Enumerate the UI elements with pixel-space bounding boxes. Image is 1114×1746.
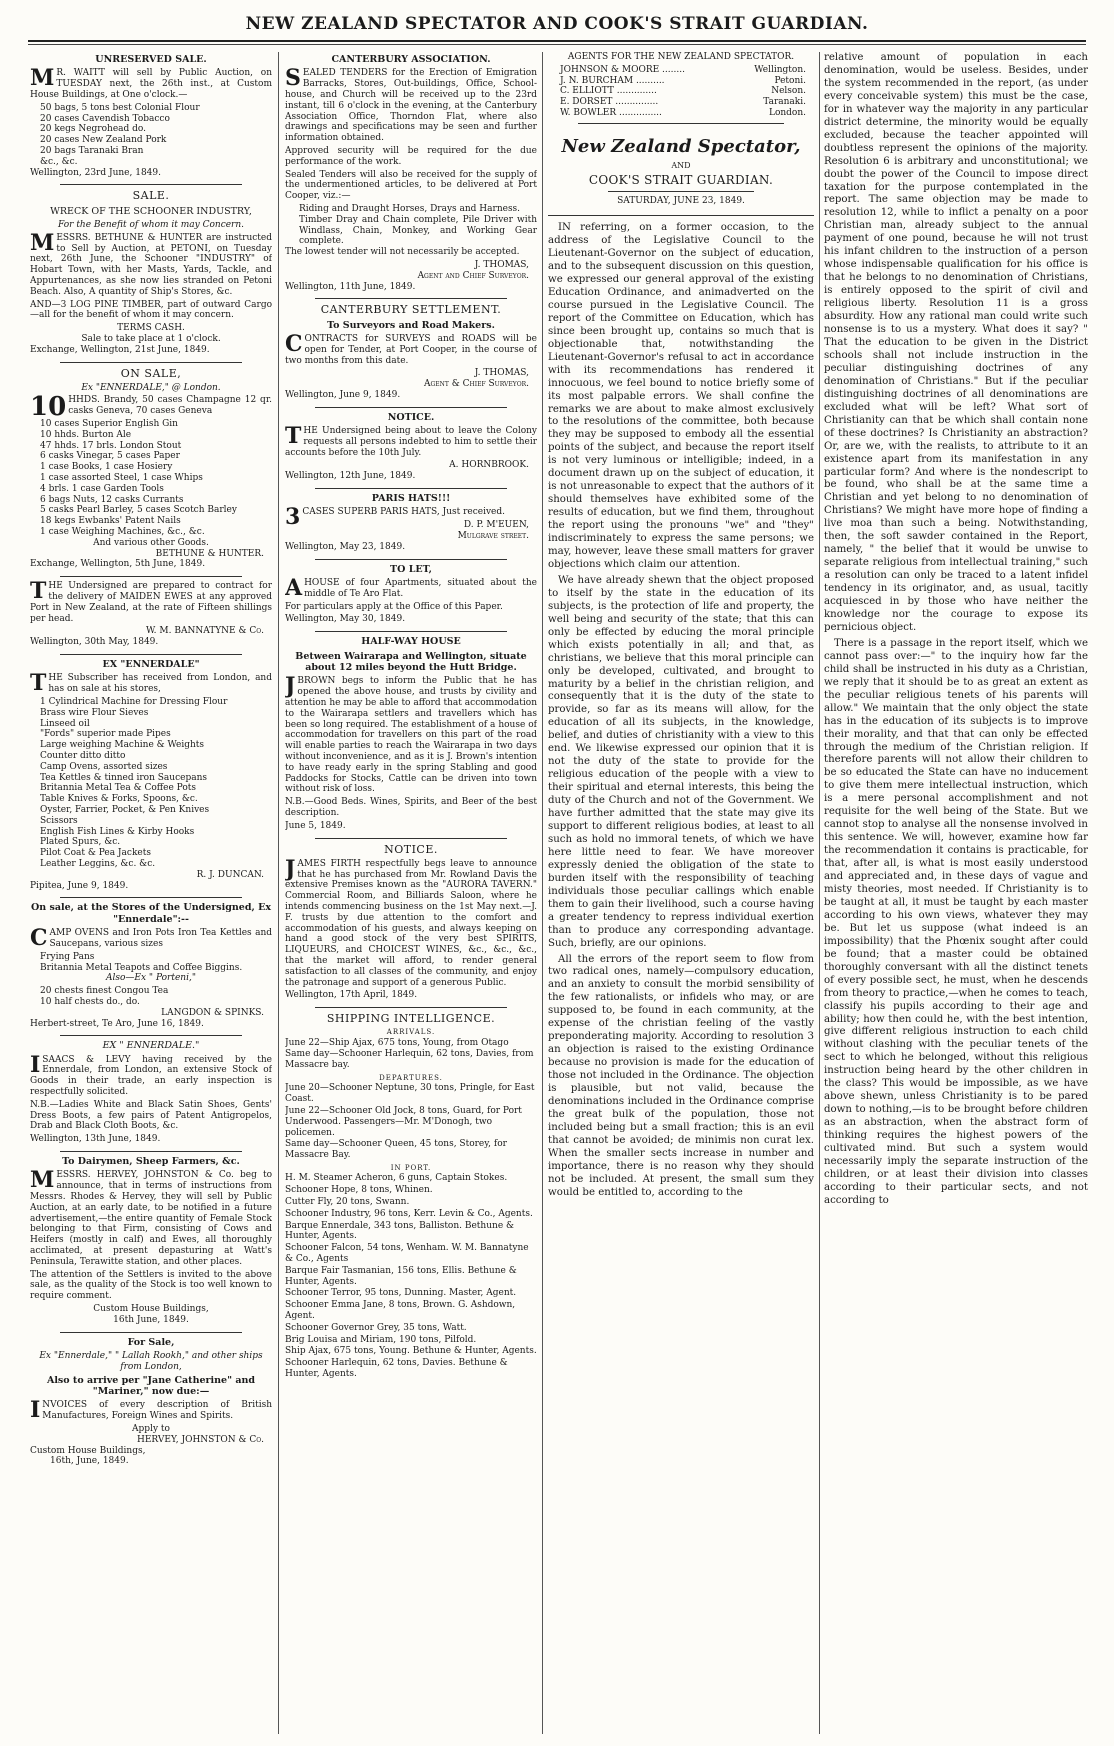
ad-signature: BETHUNE & HUNTER. (155, 548, 264, 559)
dropcap: M (30, 65, 55, 92)
ad-signature: Mulgrave street. (457, 531, 529, 542)
ad-item: 18 kegs Ewbanks' Patent Nails (40, 516, 181, 527)
ad-item: Camp Ovens, assorted sizes (40, 761, 168, 772)
ad-item: "Fords" superior made Pipes (40, 729, 171, 740)
ad-body: AMP OVENS and Iron Pots Iron Tea Kettles and Saucepans, various sizes (49, 928, 272, 949)
ad-for-sale (30, 1337, 272, 1468)
ad-body: The attention of the Settlers is invited to the above sale, as the quality of the Stock is too well known to require comment. (30, 1269, 272, 1302)
ad-divider (60, 1151, 242, 1152)
ad-date: Wellington, 17th April, 1849. (285, 990, 418, 1001)
shipping-entry: Schooner Emma Jane, 8 tons, Brown. G. Ashdown, Agent. (285, 1300, 516, 1321)
ad-to-let (285, 564, 537, 626)
shipping-entry: Cutter Fly, 20 tons, Swann. (285, 1197, 410, 1208)
editorial-paragraph: There is a passage in the report itself, which we cannot pass over:—" to the inquiry how far the child shall be instructed in his duty as a Christian, we reply that it should be to as great an extent as the peculiar religious tenets of his parents will allow." We maintain that the only object the state has in the education of its subjects is to improve their morality, and that that can only be effected through the medium of the Christian religion. If therefore parents will not allow their children to be so educated the State can have no inducement to give them mere intellectual instruction, which is a mere personal accomplishment and not requisite for the well being of the State. But we cannot stop to analyse all the nonsense involved in this sentence. We will, however, examine how far the recommendation it contains is practicable, for that, after all, is what is most easily understood and appreciated and, in these days of vague and misty theories, most needed. If Christianity is to be taught at all, it must be taught by each master according to his own views, whatever they may be. But let us suppose (what indeed is an impossibility) that the Phœnix sought after could be found; that a master could be obtained thoroughly conversant with all the distinct tenets of every possible sect, he must, when he descends from theory to practice,—when he comes to teach, classify his pupils according to their age and ability; how then could he, with the best intention, give different religious instruction to each child without clashing with the peculiar tenets of the sect to which he belonged, without this religious instruction being heard by the other children in the class? This would be impossible, as we have above shewn, unless Christianity is to be pared down to nothing,—is to be brought before children as an abstraction, when the abstract form of thinking requires the highest powers of the cultivated mind. But such a system would necessarily imply the separate instruction of the children, or at least their division into classes according to their particular sects, and not according to (824, 637, 1088, 1206)
ad-signature: HERVEY, JOHNSTON & Co. (137, 1434, 264, 1445)
ad-date: Wellington, 23rd June, 1849. (30, 167, 161, 178)
ad-item: 50 bags, 5 tons best Colonial Flour (40, 102, 200, 113)
ad-signature: Custom House Buildings, (30, 1445, 146, 1456)
ad-body: CASES SUPERB PARIS HATS, Just received. (302, 507, 506, 518)
ad-body: N.B.—Ladies White and Black Satin Shoes, Gents' Dress Boots, a few pairs of Patent Antigropelos, Drab and Black Cloth Boots, &c. (30, 1099, 272, 1132)
agent-place: Nelson. (771, 86, 806, 97)
ad-title: EX "ENNERDALE" (102, 659, 200, 671)
ad-title: For Sale, (127, 1336, 175, 1348)
ad-divider (60, 1332, 242, 1333)
column-divider (819, 52, 820, 1734)
ad-date: Wellington, May 23, 1849. (285, 541, 406, 552)
ad-divider (60, 184, 242, 185)
ad-title: CANTERBURY SETTLEMENT. (320, 303, 502, 317)
dropcap: 10 (30, 392, 67, 423)
ad-subtitle: Ex "ENNERDALE," @ London. (81, 382, 221, 393)
ad-signature: A. HORNBROOK. (449, 460, 529, 471)
ad-body: Approved security will be required for the due performance of the work. (285, 145, 537, 167)
ad-subtitle: Between Wairarapa and Wellington, situate about 12 miles beyond the Hutt Bridge. (295, 650, 527, 673)
ad-subtitle: Also—Ex " Porteni," (106, 973, 196, 984)
editorial-paragraph: We have already shewn that the object proposed to itself by the state in the education of its subjects, is the protection of life and property, the well being and security of the state; that this can only be effected by educing the moral principle which exists potentially in all; and that, as christians, we believe that this moral principle can only be developed, cultivated, and brought to maturity by a belief in the christian religion, and consequently that it is the duty of the state to provide, so far as its means will allow, for the education of all its subjects, in the knowledge, belief, and duties of christianity with a view to this end. We likewise expressed our opinion that it is not the duty of the state to provide for the religious education of the people with a view to their spiritual and eternal interests, this being the duty of the Church and not of the Government. We have further admitted that the state may give its support to different religious bodies, at least to all such as hold no immoral tenets, of which we have here little need to fear. We have moreover expressly denied the obligation of the state to burden itself with the responsibility of teaching individuals those peculiar callings which enable them to gain their livelihood, such a course having a greater tendency to repress individual exertion than to produce any corresponding advantage. Such, briefly, are our opinions. (548, 574, 814, 949)
dropcap: T (30, 670, 47, 697)
masthead-rule (28, 40, 1086, 42)
ad-title: CANTERBURY ASSOCIATION. (331, 54, 491, 65)
ad-item: 4 brls. 1 case Garden Tools (40, 483, 164, 494)
ad-signature: D. P. M'EUEN, (463, 520, 529, 531)
ad-title: SHIPPING INTELLIGENCE. (326, 1012, 496, 1026)
ad-body: HE Undersigned being about to leave the Colony requests all persons indebted to him to settle their accounts before the 10th July. (285, 426, 537, 458)
editorial-paragraph: All the errors of the report seem to flow from two radical ones, namely—compulsory education, and an anxiety to consult the morbid sensibility of the few rationalists, or infidels who may, or are supposed to, be found in each community, at the expense of the christian feeling of the vastly preponderating majority. According to resolution 3 an objection is raised to the existing Ordinance because no provision is made for the education of those not included in the Ordinance. The objection is plausible, but not valid, because the denominations included in the Ordinance comprise the great bulk of the population, those not included being but a small fraction; this is an evil that cannot be avoided; de minimis non curat lex. When the smaller sects increase in number and importance, there is no reason why they should not be included. At present, the small sum they would be entitled to, according to the (548, 953, 814, 1198)
ad-title: TO LET, (390, 563, 432, 575)
ad-signature: LANGDON & SPINKS. (161, 1007, 264, 1018)
ad-body: NVOICES of every description of British Manufactures, Foreign Wines and Spirits. (42, 1400, 272, 1422)
agent-name: J. N. BURCHAM .......... (560, 75, 665, 86)
ad-unreserved-sale (30, 54, 272, 178)
ad-body: R. WAITT will sell by Public Auction, on TUESDAY next, the 26th inst., at Custom House Buildings, at One o'clock.— (30, 68, 272, 100)
dropcap: C (285, 330, 303, 357)
ad-date: Wellington, 11th June, 1849. (285, 281, 416, 292)
agent-place: Taranaki. (763, 97, 806, 108)
ad-title: NOTICE. (384, 842, 438, 856)
editorial-paragraph: relative amount of population in each denomination, would be useless. Besides, under the system recommended in the report, (as under every conceivable system) this must be the case, for in whatever way the majority in any particular district determine, the minority would be equally excluded, because the teacher appointed will doubtless represent the opinions of the majority. Resolution 6 is arbitrary and unconstitutional; we doubt the power of the Council to impose direct taxation for the purpose contemplated in the report. The same objection may be made to resolution 12, while to inflict a penalty on a poor Christian man, already subject to the annual payment of one pound, because he will not trust his infant children to the instruction of a person whose indispensable qualification for his office is that he belongs to no denomination of Christians, is entirely opposed to the spirit of civil and religious liberty. Resolution 11 is a gross absurdity. How any rational man could write such nonsense is to us a mystery. What does it say? " That the education to be given in the District schools shall not include instruction in the peculiar distinguishing doctrines of any denomination of Christians." But if the peculiar distinguishing doctrines of all denominations are excluded what will be left? What sort of Christianity can that be which shall contain none of these doctrines? Is Christianity an abstraction? Or, are we, with the realists, to attribute to it an existence apart from its manifestation in any particular form? And where is the nondescript to be found, who shall be at the same time a Christian and yet belong to no denomination of Christians? We might have more hope of finding a live moa than such a being. Notwithstanding, then, the soft sawder contained in the Report, namely, " the belief that it would be unwise to separate religious from intellectual training," such a resolution can only be traced to a latent infidel tendency in its originator, and, as usual, tacitly acquiesced in by those who have neither the knowledge nor the courage to expose its pernicious object. (824, 52, 1088, 633)
shipping-entry: Schooner Hope, 8 tons, Whinen. (285, 1185, 433, 1196)
ad-item: English Fish Lines & Kirby Hooks (40, 826, 195, 837)
ad-body: HHDS. Brandy, 50 cases Champagne 12 qr. casks Geneva, 70 cases Geneva (68, 395, 272, 417)
ad-date: Wellington, May 30, 1849. (285, 614, 406, 625)
ad-item: 5 casks Pearl Barley, 5 cases Scotch Barley (40, 505, 237, 516)
ad-item: Counter ditto ditto (40, 750, 126, 761)
section-heading: ARRIVALS. (386, 1028, 436, 1037)
ad-stores-undersigned (30, 902, 272, 1029)
ad-title: SALE. (132, 189, 170, 203)
ad-item: 20 chests finest Congou Tea (40, 986, 169, 997)
paper-title: New Zealand Spectator, (561, 135, 801, 157)
dropcap: A (285, 575, 303, 602)
masthead: NEW ZEALAND SPECTATOR AND COOK'S STRAIT GUARDIAN. (245, 14, 869, 34)
agent-place: Wellington. (754, 64, 806, 75)
ad-body: Sealed Tenders will also be received for the supply of the undermentioned articles, to be delivered at Port Cooper, viz.:— (285, 169, 537, 202)
column-3 (548, 52, 814, 1738)
ad-divider (315, 1007, 507, 1008)
ad-body: BROWN begs to inform the Public that he has opened the above house, and trusts by civility and attention he may be able to afford that accommodation to the Wairarapa settlers and travellers which has been so long required. The establishment of a house of accommodation for travellers on this part of the road will enable parties to reach the Wairarapa in two days without inconvenience, and as it is J. Brown's intention to have ready early in the spring Stabling and good Paddocks for Stocks, Cattle can be driven into town without risk of loss. (285, 676, 537, 795)
dropcap: J (285, 673, 296, 700)
ad-date: Wellington, June 9, 1849. (285, 389, 401, 400)
dropcap: I (30, 1051, 41, 1078)
column-4 (824, 52, 1088, 1738)
agent-row (548, 76, 814, 87)
ad-subtitle: Ex "Ennerdale," " Lallah Rookh," and other ships from London, (39, 1351, 263, 1372)
ad-date: 16th June, 1849. (113, 1314, 189, 1325)
dropcap: S (285, 65, 301, 92)
ad-item: Britannia Metal Teapots and Coffee Biggins. (40, 962, 243, 973)
ad-date: Wellington, 30th May, 1849. (30, 637, 159, 648)
dropcap: M (30, 1167, 55, 1194)
ad-terms: TERMS CASH. (117, 323, 185, 334)
ad-divider (60, 1035, 242, 1036)
ad-date: Herbert-street, Te Aro, June 16, 1849. (30, 1018, 204, 1029)
agent-name: C. ELLIOTT .............. (560, 86, 657, 97)
ad-body: N.B.—Good Beds. Wines, Spirits, and Beer of the best description. (285, 797, 537, 818)
ad-item: Pilot Coat & Pea Jackets (40, 848, 151, 859)
shipping-entry: H. M. Steamer Acheron, 6 guns, Captain Stokes. (285, 1173, 508, 1184)
ad-divider (315, 631, 507, 632)
ad-item: 1 Cylindrical Machine for Dressing Flour (40, 697, 228, 707)
ad-subtitle: For the Benefit of whom it may Concern. (57, 219, 245, 230)
ad-apply: Apply to (132, 1423, 170, 1434)
ad-body: SAACS & LEVY having received by the Ennerdale, from London, an extensive Stock of Goods in their trade, an early inspection is respectfully solicited. (30, 1054, 272, 1098)
section-heading: IN PORT. (390, 1164, 432, 1173)
ad-body: ONTRACTS for SURVEYS and ROADS will be open for Tender, at Port Cooper, in the course of two months from this date. (285, 333, 537, 366)
ad-divider (315, 559, 507, 560)
agent-place: London. (768, 107, 806, 118)
ad-divider (315, 488, 507, 489)
ad-title: UNRESERVED SALE. (95, 54, 207, 65)
ad-item: Large weighing Machine & Weights (40, 740, 205, 751)
ad-dairymen (30, 1156, 272, 1326)
ad-item: Frying Pans (40, 951, 95, 962)
ad-body: The lowest tender will not necessarily be accepted. (285, 247, 520, 258)
ad-item: Tea Kettles & tinned iron Saucepans (40, 772, 207, 783)
masthead-rule-thin (28, 44, 1086, 45)
ad-body: ESSRS. HERVEY, JOHNSTON & Co. beg to announce, that in terms of instructions from Messrs. Rhodes & Hervey, they will sell by Public Auction, at an early date, to be notified in a future advertisement,—the entire quantity of Female Stock belonging to that Firm, consisting of Cows and Heifers (mostly in calf) and Ewes, all thoroughly acclimated, at present depasturing at Watt's Peninsula, Terawitte station, and other places. (30, 1170, 272, 1267)
shipping-intelligence (285, 1012, 537, 1380)
ad-subtitle: Also to arrive per "Jane Catherine" and "Mariner," now due:— (46, 1374, 256, 1397)
agents-list (548, 52, 814, 119)
dropcap: M (30, 229, 55, 256)
editorial-text (548, 222, 814, 1199)
ad-title: ON SALE, (120, 366, 182, 380)
ad-date: Wellington, 12th June, 1849. (285, 471, 416, 482)
ad-half-way-house (285, 636, 537, 831)
shipping-entry: Schooner Falcon, 54 tons, Wenham. W. M. Bannatyne & Co., Agents (285, 1243, 529, 1264)
ad-signature: Custom House Buildings, (93, 1304, 209, 1315)
shipping-entry: Ship Ajax, 675 tons, Young. Bethune & Hunter, Agents. (285, 1346, 537, 1357)
ad-item: Britannia Metal Tea & Coffee Pots (40, 783, 197, 794)
ad-date: June 5, 1849. (285, 820, 346, 831)
ad-item: Plated Spurs, &c. (40, 837, 121, 848)
ad-title: PARIS HATS!!! (371, 493, 451, 505)
ad-date: Exchange, Wellington, 5th June, 1849. (30, 559, 206, 570)
agent-row (548, 97, 814, 108)
ad-item: Riding and Draught Horses, Drays and Harness. (299, 203, 521, 214)
ad-divider (60, 897, 242, 898)
ad-subtitle: WRECK OF THE SCHOONER INDUSTRY, (50, 205, 252, 217)
column-2 (285, 52, 537, 1738)
ad-paris-hats (285, 493, 537, 553)
ad-body: AND—3 LOG PINE TIMBER, part of outward Cargo—all for the benefit of whom it may concern. (30, 299, 272, 321)
paper-and: AND (671, 161, 691, 171)
ad-body: HE Subscriber has received from London, and has on sale at his stores, (48, 673, 272, 695)
ad-title: To Dairymen, Sheep Farmers, &c. (62, 1156, 240, 1168)
shipping-entry: June 22—Schooner Old Jock, 8 tons, Guard, for Port Underwood. Passengers—Mr. M'Donogh, two policemen. (285, 1106, 522, 1138)
ad-item: 6 casks Vinegar, 5 cases Paper (40, 451, 180, 462)
ad-isaacs-levy (30, 1040, 272, 1145)
ad-body: AMES FIRTH respectfully begs leave to announce that he has purchased from Mr. Rowland Davis the extensive Premises known as the "AURORA TAVERN." Commercial Room, and Billiards Saloon, where he intends commencing business on the 1st May next.—J. F. trusts by due attention to the comfort and accommodation of his guests, and always keeping on hand a good stock of the very best SPIRITS, LIQUEURS, and CHOICEST WINES, &c., &c., &c., that the market will afford, to render general satisfaction to all classes of the community, and enjoy the patronage and support of a generous Public. (285, 858, 537, 988)
shipping-entry: Barque Fair Tasmanian, 156 tons, Ellis. Bethune & Hunter, Agents. (285, 1265, 517, 1287)
ad-notice-firth (285, 843, 537, 1002)
ad-signature: J. THOMAS, (474, 368, 529, 379)
agent-name: E. DORSET ............... (560, 97, 659, 108)
ad-on-sale (30, 367, 272, 571)
ad-canterbury-settlement (285, 303, 537, 400)
ad-item: 20 bags Taranaki Bran (40, 145, 144, 156)
ad-divider (60, 362, 242, 363)
shipping-entry: Same day—Schooner Queen, 45 tons, Storey, for Massacre Bay. (285, 1139, 507, 1161)
ad-date: 16th, June, 1849. (50, 1456, 129, 1467)
shipping-entry: Schooner Harlequin, 62 tons, Davies. Bethune & Hunter, Agents. (285, 1358, 508, 1379)
ad-title: On sale, at the Stores of the Undersigned, Ex "Ennerdale":-- (30, 902, 272, 925)
agents-heading: AGENTS FOR THE NEW ZEALAND SPECTATOR. (567, 52, 795, 62)
ad-item: 10 cases Superior English Gin (40, 419, 178, 430)
ad-canterbury-association (285, 54, 537, 292)
ad-sale-wreck (30, 189, 272, 355)
ad-item: 6 bags Nuts, 12 casks Currants (40, 494, 184, 505)
ad-item: Table Knives & Forks, Spoons, &c. (40, 794, 198, 805)
dropcap: J (285, 855, 296, 882)
ad-date: Exchange, Wellington, 21st June, 1849. (30, 344, 210, 355)
ad-item: 20 cases Cavendish Tobacco (40, 113, 170, 124)
ad-divider (60, 654, 242, 655)
section-divider (608, 191, 754, 192)
agent-name: JOHNSON & MOORE ........ (560, 64, 685, 75)
ad-item: 1 case assorted Steel, 1 case Whips (40, 473, 203, 484)
dropcap: 3 (285, 504, 301, 531)
column-divider (542, 52, 543, 1734)
section-divider (548, 215, 814, 216)
shipping-entry: June 20—Schooner Neptune, 30 tons, Pringle, for East Coast. (285, 1083, 535, 1105)
ad-divider (315, 407, 507, 408)
shipping-entry: Same day—Schooner Harlequin, 62 tons, Davies, from Massacre bay. (285, 1049, 534, 1071)
agent-row (548, 108, 814, 119)
dropcap: C (30, 925, 48, 952)
paper-date: SATURDAY, JUNE 23, 1849. (617, 196, 745, 207)
dropcap: T (285, 423, 302, 450)
ad-title: HALF-WAY HOUSE (361, 636, 461, 648)
ad-date: Wellington, 13th June, 1849. (30, 1134, 161, 1145)
shipping-entry: Schooner Industry, 96 tons, Kerr. Levin & Co., Agents. (285, 1208, 533, 1219)
ad-date: Pipitea, June 9, 1849. (30, 880, 129, 891)
ad-body: EALED TENDERS for the Erection of Emigration Barracks, Stores, Out-buildings, Office, School-house, and Church will be received up to the 23rd instant, till 6 o'clock in the evening, at the Canterbury Association Office, Thorndon Flat, where also drawings and specifications may be seen and further information obtained. (285, 68, 537, 144)
paper-subtitle: COOK'S STRAIT GUARDIAN. (588, 172, 774, 187)
ad-item: Leather Leggins, &c. &c. (40, 858, 156, 869)
ad-item: 10 hhds. Burton Ale (40, 429, 132, 440)
ad-divider (315, 298, 507, 299)
ad-ennerdale-duncan (30, 659, 272, 891)
ad-body: HOUSE of four Apartments, situated about the middle of Te Aro Flat. (304, 578, 537, 599)
agent-row (548, 65, 814, 76)
dropcap: T (30, 578, 47, 605)
ad-item: 1 case Books, 1 case Hosiery (40, 462, 173, 473)
agent-row (548, 86, 814, 97)
editorial-text-continued (824, 52, 1088, 1208)
ad-signature: Agent and Chief Surveyor. (417, 270, 529, 281)
ad-item: Scissors (40, 815, 78, 826)
ad-item: Timber Dray and Chain complete, Pile Driver with Windlass, Chain, Monkey, and Working Gear complete. (299, 214, 537, 247)
shipping-entry: June 22—Ship Ajax, 675 tons, Young, from Otago (285, 1037, 509, 1048)
ad-title: NOTICE. (387, 411, 435, 423)
ad-subtitle: To Surveyors and Road Makers. (327, 319, 495, 331)
ad-body: ESSRS. BETHUNE & HUNTER are instructed to Sell by Auction, at PETONI, on Tuesday next, 26th June, the Schooner "INDUSTRY" of Hobart Town, with her Masts, Yards, Tackle, and Appurtenances, as she now lies stranded on Petoni Beach. Also, A quantity of Ship's Stores, &c. (30, 232, 272, 297)
ad-item: 20 kegs Negrohead do. (40, 124, 147, 135)
ad-signature: J. THOMAS, (474, 259, 529, 270)
ad-signature: W. M. BANNATYNE & Co. (146, 626, 264, 637)
ad-signature: R. J. DUNCAN. (196, 869, 264, 880)
ad-notice-hornbrook (285, 412, 537, 482)
column-divider (278, 52, 279, 1734)
ad-body: HE Undersigned are prepared to contract for the delivery of MAIDEN EWES at any approved Port in New Zealand, at the rate of Fifteen shillings per head. (30, 581, 272, 624)
column-1 (30, 52, 272, 1738)
ad-divider (315, 838, 507, 839)
ad-item: Brass wire Flour Sieves (40, 707, 149, 718)
ad-time: Sale to take place at 1 o'clock. (81, 333, 221, 344)
agent-place: Petoni. (774, 75, 806, 86)
ad-other: And various other Goods. (93, 537, 209, 548)
ad-item: &c., &c. (40, 156, 78, 167)
ad-item: Oyster, Farrier, Pocket, & Pen Knives (40, 804, 210, 815)
ad-item: Linseed oil (40, 718, 90, 729)
shipping-entry: Barque Ennerdale, 343 tons, Balliston. Bethune & Hunter, Agents. (285, 1220, 515, 1242)
shipping-entry: Schooner Terror, 95 tons, Dunning. Master, Agent. (285, 1288, 517, 1299)
editorial-paragraph: IN referring, on a former occasion, to the address of the Legislative Council to the Lieutenant-Governor on the subject of education, and to the subsequent discussion on this question, we expressed our general approval of the existing Education Ordinance, and animadverted on the course pursued in the Legislative Council. The report of the Committee on Education, which has since been brought up, contains so much that is objectionable that, notwithstanding the Lieutenant-Governor's refusal to act in accordance with its recommendations has rendered it innocuous, we feel bound to notice briefly some of its most palpable errors. We shall confine the remarks we are about to make almost exclusively to the resolutions of the committee, both because they may be supposed to embody all the essential points of the subject, and because the report itself is not very luminous or intelligible; indeed, in a document drawn up on the subject of education, it is not unreasonable to expect that the authors of it should themselves have exhibited some of the results of education, but we find them, throughout the report using the pronouns "we" and "they" indiscriminately to express the same persons; we may, however, leave these small matters for graver objections which claim our attention. (548, 222, 814, 570)
shipping-entry: Brig Louisa and Miriam, 190 tons, Pilfold. (285, 1334, 477, 1345)
section-heading: DEPARTURES. (379, 1074, 443, 1083)
ad-divider (60, 576, 242, 577)
ad-item: 1 case Weighing Machines, &c., &c. (40, 527, 205, 538)
ad-item: 10 half chests do., do. (40, 996, 140, 1007)
ad-maiden-ewes (30, 578, 272, 648)
ad-body: For particulars apply at the Office of this Paper. (285, 601, 503, 612)
agent-name: W. BOWLER ............... (560, 107, 662, 118)
ad-signature: Agent & Chief Surveyor. (423, 379, 529, 390)
ad-item: 47 hhds. 17 brls. London Stout (40, 440, 182, 451)
dropcap: I (30, 1397, 41, 1424)
ad-title: EX " ENNERDALE." (102, 1040, 200, 1052)
section-divider (578, 123, 784, 124)
ad-item: 20 cases New Zealand Pork (40, 135, 167, 146)
shipping-entry: Schooner Governor Grey, 35 tons, Watt. (285, 1322, 467, 1333)
